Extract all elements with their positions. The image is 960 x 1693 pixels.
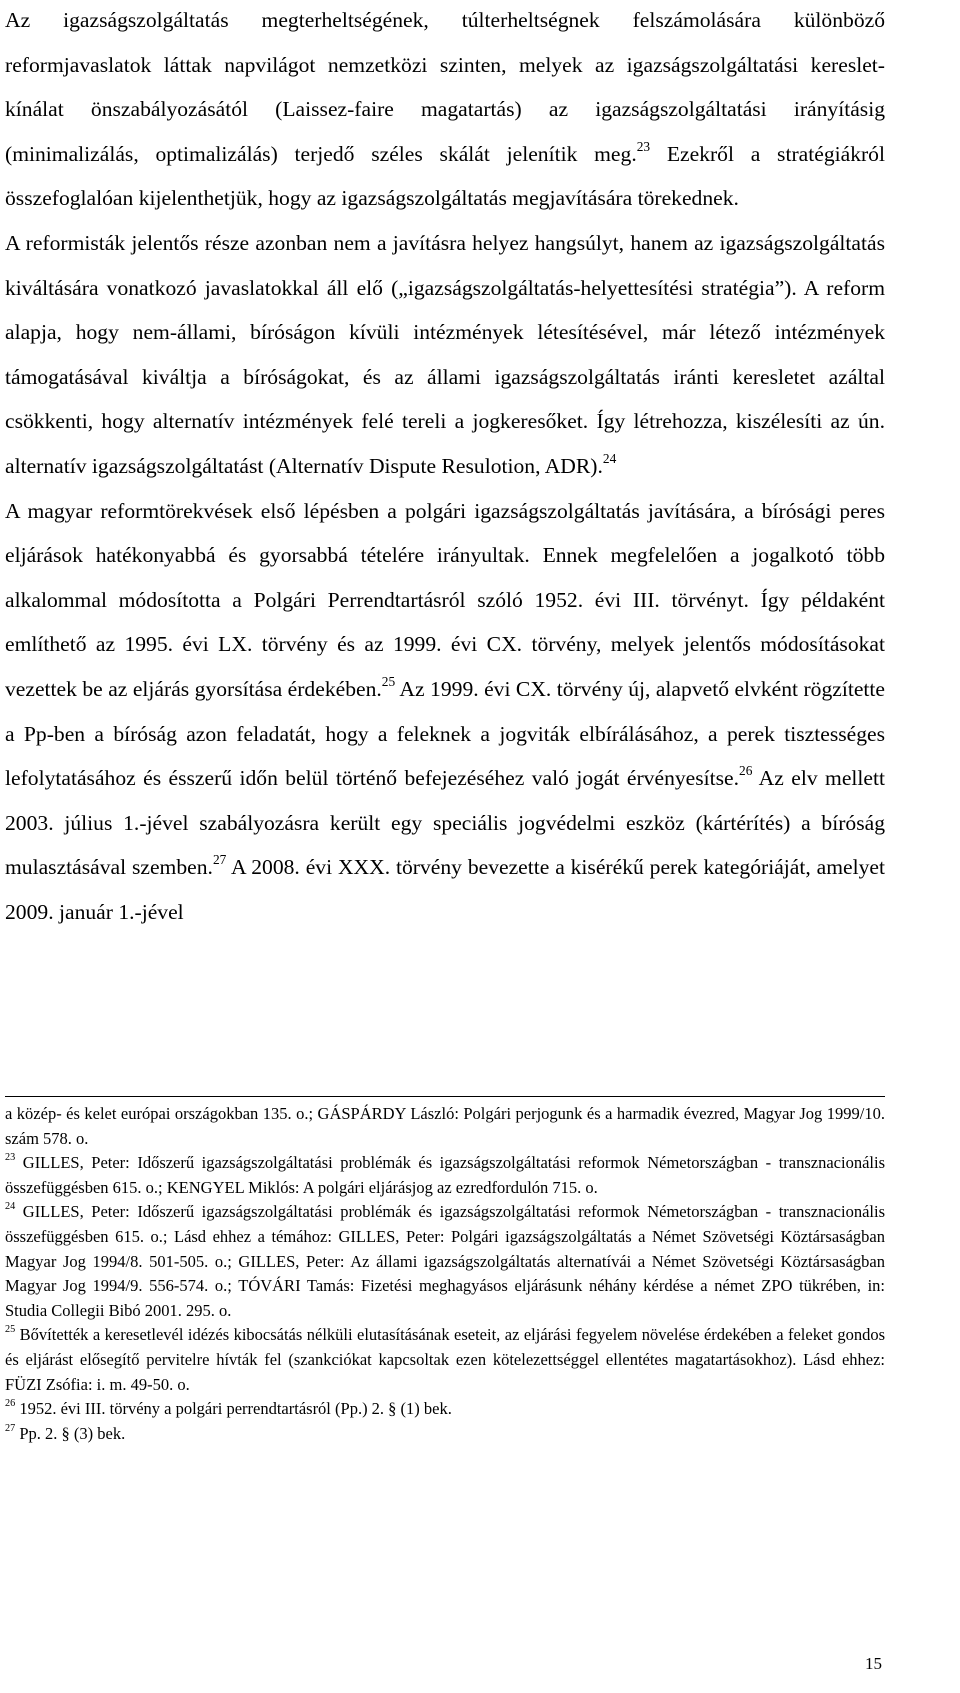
paragraph-3 [5,489,885,935]
paragraph-text: Az igazságszolgáltatás megterheltségének, túlterheltségnek felszámolására különböző reformjavaslatok láttak napvilágot nemzetközi szinten, melyek az igazságszolgáltatási kereslet-kínálat önszabályozásától (Laissez-faire magatartás) az igazságszolgáltatási irányításig (minimalizálás, optimalizálás) terjedő széles skálát jelenítik meg. [5,8,885,166]
footnote-26 [5,1397,885,1422]
footnote-number: 27 [5,1422,16,1434]
paragraph-text: Ezekről a stratégiákról összefoglalóan kijelenthetjük, hogy az igazságszolgáltatás megjavítására törekednek. [5,141,885,211]
footnote-number: 25 [5,1324,16,1336]
page-number: 15 [865,1654,882,1673]
main-text [5,0,885,934]
footnote-ref-27[interactable]: 27 [212,852,227,868]
paragraph-2 [5,221,885,489]
paragraph-text: Az 1999. évi CX. törvény új, alapvető elvként rögzítette a Pp-ben a bíróság azon feladatát, hogy a feleknek a jogviták elbírálásához, a perek tisztességes lefolytatásához és ésszerű időn belül történő befejezéséhez való jogát érvényesítse. [5,676,885,791]
footnote-continuation: a közép- és kelet európai országokban 135. o.; GÁSPÁRDY László: Polgári perjogunk és a harmadik évezred, Magyar Jog 1999/10. szám 578. o. [5,1104,885,1148]
footnote-separator [5,1096,885,1097]
footnote-number: 24 [5,1201,16,1213]
footnote-text: GILLES, Peter: Időszerű igazságszolgáltatási problémák és igazságszolgáltatási reformok Németországban - transznacionális összefüggésben 615. o.; KENGYEL Miklós: A polgári eljárásjog az ezredfordulón 715. o. [5,1153,885,1197]
footnote-text: Bővítették a keresetlevél idézés kibocsátás nélküli elutasításának eseteit, az eljárási fegyelem növelése érdekében a feleket gondos és eljárást elősegítő pervitelre hívták fel (szankciókat kapcsoltak ezen kötelezettséggel ellentétes magatartásokhoz). Lásd ehhez: FÜZI Zsófia: i. m. 49-50. o. [5,1325,885,1394]
paragraph-1 [5,0,885,221]
footnote-text: 1952. évi III. törvény a polgári perrendtartásról (Pp.) 2. § (1) bek. [15,1399,452,1419]
footnotes-section [5,1102,885,1446]
footnote-number: 23 [5,1152,16,1164]
footnote-text: Pp. 2. § (3) bek. [15,1423,126,1443]
footnote-ref-25[interactable]: 25 [381,673,396,689]
footnote-25 [5,1323,885,1397]
paragraph-text: A reformisták jelentős része azonban nem a javításra helyez hangsúlyt, hanem az igazságszolgáltatás kiváltására vonatkozó javaslatokkal áll elő („igazságszolgáltatás-helyettesítési stratégia”). A reform alapja, hogy nem-állami, bíróságon kívüli intézmények létesítésével, már létező intézmények támogatásával kiváltja a bíróságokat, és az állami igazságszolgáltatás iránti keresletet azáltal csökkenti, hogy alternatív intézmények felé tereli a jogkeresőket. Így létrehozza, kiszélesíti az ún. alternatív igazságszolgáltatást (Alternatív Dispute Resulotion, ADR). [5,230,885,478]
footnote-ref-26[interactable]: 26 [739,762,753,778]
paragraph-text: A magyar reformtörekvések első lépésben a polgári igazságszolgáltatás javítására, a bírósági peres eljárások hatékonyabbá és gyorsabbá tételére irányultak. Ennek megfelelően a jogalkotó több alkalommal módosította a Polgári Perrendtartásról szóló 1952. évi III. törvényt. Így példaként említhető az 1995. évi LX. törvény és az 1999. évi CX. törvény, melyek jelentős módosításokat vezettek be az eljárás gyorsítása érdekében. [5,498,885,701]
paragraph-text: A 2008. évi XXX. törvény bevezette a kisérékű perek kategóriáját, amelyet 2009. január 1.-jével [5,855,885,924]
footnote-24 [5,1200,885,1323]
footnote-number: 26 [5,1398,16,1410]
footnote-ref-24[interactable]: 24 [602,450,617,466]
paragraph-text: Az elv mellett 2003. július 1.-jével szabályozásra került egy speciális jogvédelmi eszköz (kártérítés) a bíróság mulasztásával szemben. [5,766,885,880]
footnote-23 [5,1151,885,1200]
footnote-27 [5,1422,885,1447]
footnote-text: GILLES, Peter: Időszerű igazságszolgáltatási problémák és igazságszolgáltatási reformok Németországban - transznacionális összefüggésben 615. o.; Lásd ehhez a témához: GILLES, Peter: Polgári igazságszolgáltatás a Német Szövetségi Köztársaságban Magyar Jog 1994/8. 501-505. o.; GILLES, Peter: Az állami igazságszolgáltatás alternatívái a Német Szövetségi Köztársaságban Magyar Jog 1994/9. 556-574. o.; TÓVÁRI Tamás: Fizetési meghagyásos eljárásunk néhány kérdése a német ZPO tükrében, in: Studia Collegii Bibó 2001. 295. o. [5,1202,885,1320]
footnote-ref-23[interactable]: 23 [636,138,651,154]
